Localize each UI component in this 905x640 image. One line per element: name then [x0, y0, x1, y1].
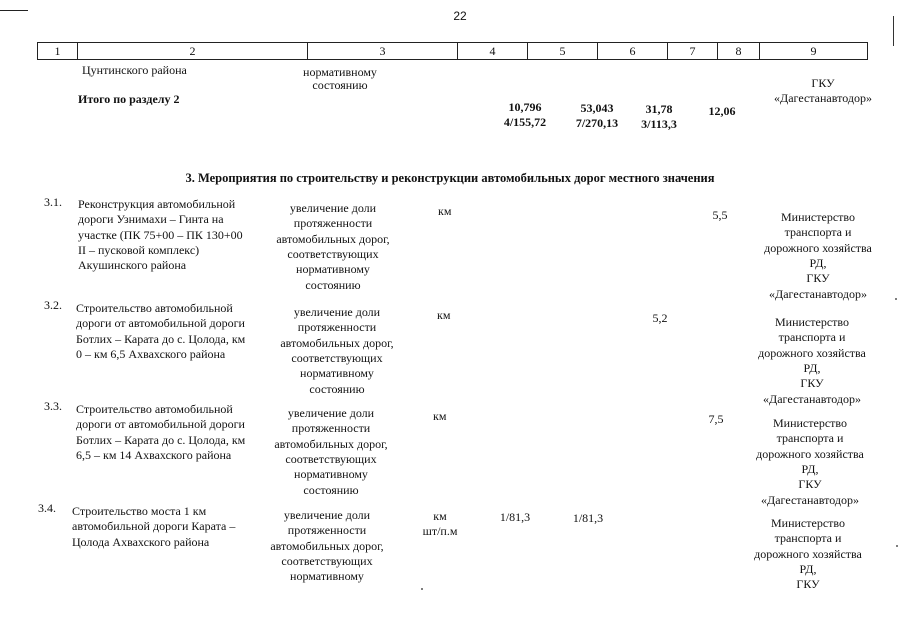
header-col-3: 3 — [308, 43, 458, 60]
row-name: Строительство автомобильной дороги от автомобильной дороги Ботлих – Карата до с. Цолода, км 0 – км 6,5 Ахвахского района — [76, 301, 246, 362]
row-indicator: увеличение доли протяженности автомобильных дорог, соответствующих нормативному состоянию — [280, 305, 394, 396]
row-col6: 1/81,3 — [572, 511, 604, 525]
total-col6: 53,043 7/270,13 — [575, 101, 619, 130]
header-col-5: 5 — [528, 43, 598, 60]
scan-edge-mark — [893, 16, 894, 46]
row-number: 3.1. — [44, 195, 62, 209]
row-number: 3.3. — [44, 399, 62, 413]
row-executor: Министерство транспорта и дорожного хозяйства РД, ГКУ — [754, 516, 862, 592]
row-indicator: увеличение доли протяженности автомобильных дорог, соответствующих нормативному — [270, 508, 384, 584]
scan-speck — [896, 545, 898, 547]
row-unit: км — [433, 409, 447, 423]
total-label: Итого по разделу 2 — [78, 92, 180, 106]
header-col-4: 4 — [458, 43, 528, 60]
row-name: Строительство автомобильной дороги от автомобильной дороги Ботлих – Карата до с. Цолода, км 6,5 – км 14 Ахвахского района — [76, 402, 246, 463]
header-col-8: 8 — [718, 43, 760, 60]
scan-speck — [421, 588, 423, 590]
row-name: Реконструкция автомобильной дороги Узнимахи – Гинта на участке (ПК 75+00 – ПК 130+00 II – пусковой комплекс) Акушинского района — [78, 197, 243, 273]
column-number-header — [37, 42, 868, 60]
total-col7: 31,78 3/113,3 — [641, 102, 677, 131]
scan-speck — [895, 298, 897, 300]
row-unit: км шт/п.м — [422, 509, 458, 539]
continuation-name: Цунтинского района — [82, 63, 187, 77]
row-executor: Министерство транспорта и дорожного хозяйства РД, ГКУ «Дагестанавтодор» — [764, 210, 872, 301]
row-col8: 7,5 — [708, 412, 724, 426]
row-col5: 1/81,3 — [499, 510, 531, 524]
row-col7: 5,2 — [652, 311, 668, 325]
row-executor: Министерство транспорта и дорожного хозяйства РД, ГКУ «Дагестанавтодор» — [756, 416, 864, 507]
row-executor: Министерство транспорта и дорожного хозяйства РД, ГКУ «Дагестанавтодор» — [758, 315, 866, 406]
total-col5: 10,796 4/155,72 — [503, 100, 547, 129]
header-col-1: 1 — [38, 43, 78, 60]
header-col-9: 9 — [760, 43, 868, 60]
total-col8: 12,06 — [708, 104, 736, 118]
section-title: 3. Мероприятия по строительству и реконструкции автомобильных дорог местного значения — [185, 171, 715, 185]
header-col-7: 7 — [668, 43, 718, 60]
continuation-executor: ГКУ «Дагестанавтодор» — [774, 76, 872, 105]
header-col-2: 2 — [78, 43, 308, 60]
row-name: Строительство моста 1 км автомобильной дороги Карата – Цолода Ахвахского района — [72, 504, 236, 549]
row-col8: 5,5 — [712, 208, 728, 222]
continuation-indicator: нормативному состоянию — [303, 65, 377, 93]
row-indicator: увеличение доли протяженности автомобильных дорог, соответствующих нормативному состоянию — [274, 406, 388, 497]
header-col-6: 6 — [598, 43, 668, 60]
row-unit: км — [438, 204, 452, 218]
scan-corner-mark — [0, 0, 28, 11]
row-indicator: увеличение доли протяженности автомобильных дорог, соответствующих нормативному состоянию — [276, 201, 390, 292]
page-number: 22 — [453, 9, 467, 23]
row-unit: км — [437, 308, 451, 322]
row-number: 3.4. — [38, 501, 56, 515]
row-number: 3.2. — [44, 298, 62, 312]
